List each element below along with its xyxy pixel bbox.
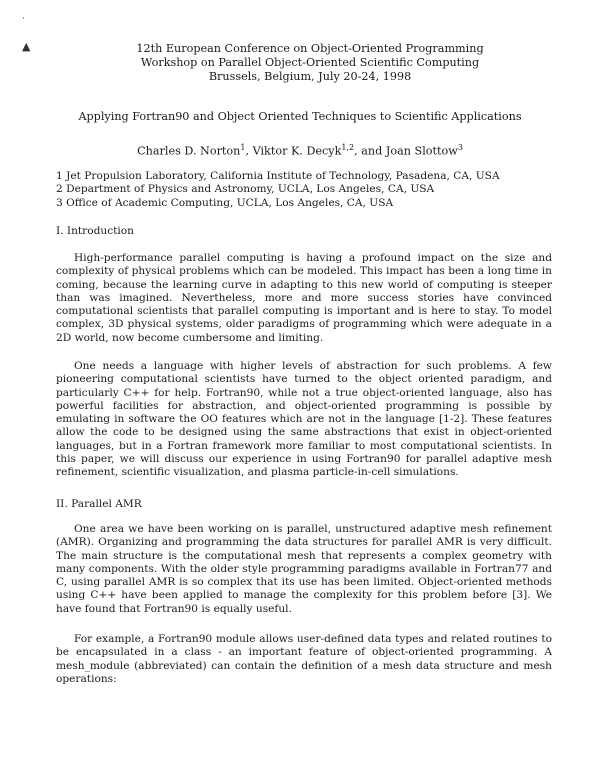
paragraph-amr-2: For example, a Fortran90 module allows user-defined data types and related routines to be encapsulated in a class - an important feature of object-oriented programming. A mesh_module (abbreviated) can contain the definition of a mesh data structure and mesh operations:: [56, 633, 552, 685]
affiliation-item: 3 Office of Academic Computing, UCLA, Los Angeles, CA, USA: [56, 196, 394, 209]
scan-mark-top: ·: [22, 14, 25, 24]
conference-header: [90, 42, 530, 84]
paragraph-intro-1: High-performance parallel computing is having a profound impact on the size and complexity of physical problems which can be modeled. This impact has been a long time in coming, because the learning curve in adapting to this new world of computing is steeper than was imagined. Nevertheless, more and more success stories have convinced computational scientists that parallel computing is important and is here to stay. To model complex, 3D physical systems, older paradigms of programming which were adequate in a 2D world, now become cumbersome and limiting.: [56, 252, 552, 344]
author-list: Charles D. Norton$^1$, Viktor K. Decyk$^{1,2}$, and Joan Slottow$^3$: [137, 143, 463, 158]
workshop-name: Workshop on Parallel Object-Oriented Scientific Computing: [140, 56, 480, 69]
paper-title: Applying Fortran90 and Object Oriented Techniques to Scientific Applications: [78, 110, 522, 123]
affiliation-list: [56, 170, 556, 210]
paragraph-intro-2: One needs a language with higher levels of abstraction for such problems. A few pioneering computational scientists have turned to the object oriented paradigm, and particularly C++ for help. Fortran90, while not a true object-oriented language, also has powerful facilities for abstraction, and object-oriented programming is possible by emulating in software the OO features which are not in the language [1-2]. These features allow the code to be designed using the same abstractions that exist in object-oriented languages, but in a Fortran framework more familiar to most computational scientists. In this paper, we will discuss our experience in using Fortran90 for parallel adaptive mesh refinement, scientific visualization, and plasma particle-in-cell simulations.: [56, 360, 552, 479]
author-name: Joan Slottow: [385, 144, 458, 158]
scan-mark-bullet: ▲: [22, 40, 31, 53]
paragraph-amr-1: One area we have been working on is parallel, unstructured adaptive mesh refinement (AMR). Organizing and programming the data structures for parallel AMR is very difficult. The main structure is the computational mesh that represents a complex geometry with many components. With the older style programming paradigms available in Fortran77 and C, using parallel AMR is so complex that its use has been limited. Object-oriented methods using C++ have been applied to manage the complexity for this problem before [3]. We have found that Fortran90 is equally useful.: [56, 523, 552, 615]
author-name: Charles D. Norton: [137, 144, 241, 158]
author-affiliation-marker: 3: [457, 143, 463, 152]
author-conjunction: and: [361, 144, 383, 158]
section-heading-introduction: I. Introduction: [56, 225, 135, 237]
conference-location-date: Brussels, Belgium, July 20-24, 1998: [208, 70, 412, 83]
affiliation-item: 1 Jet Propulsion Laboratory, California Institute of Technology, Pasadena, CA, USA: [56, 170, 500, 182]
author-affiliation-marker: 1,2: [341, 143, 355, 152]
affiliation-item: 2 Department of Physics and Astronomy, UCLA, Los Angeles, CA, USA: [56, 183, 435, 196]
author-name: Viktor K. Decyk: [252, 144, 342, 158]
conference-name: 12th European Conference on Object-Oriented Programming: [136, 42, 484, 55]
section-heading-parallel-amr: II. Parallel AMR: [56, 498, 142, 510]
author-affiliation-marker: 1: [240, 143, 246, 152]
